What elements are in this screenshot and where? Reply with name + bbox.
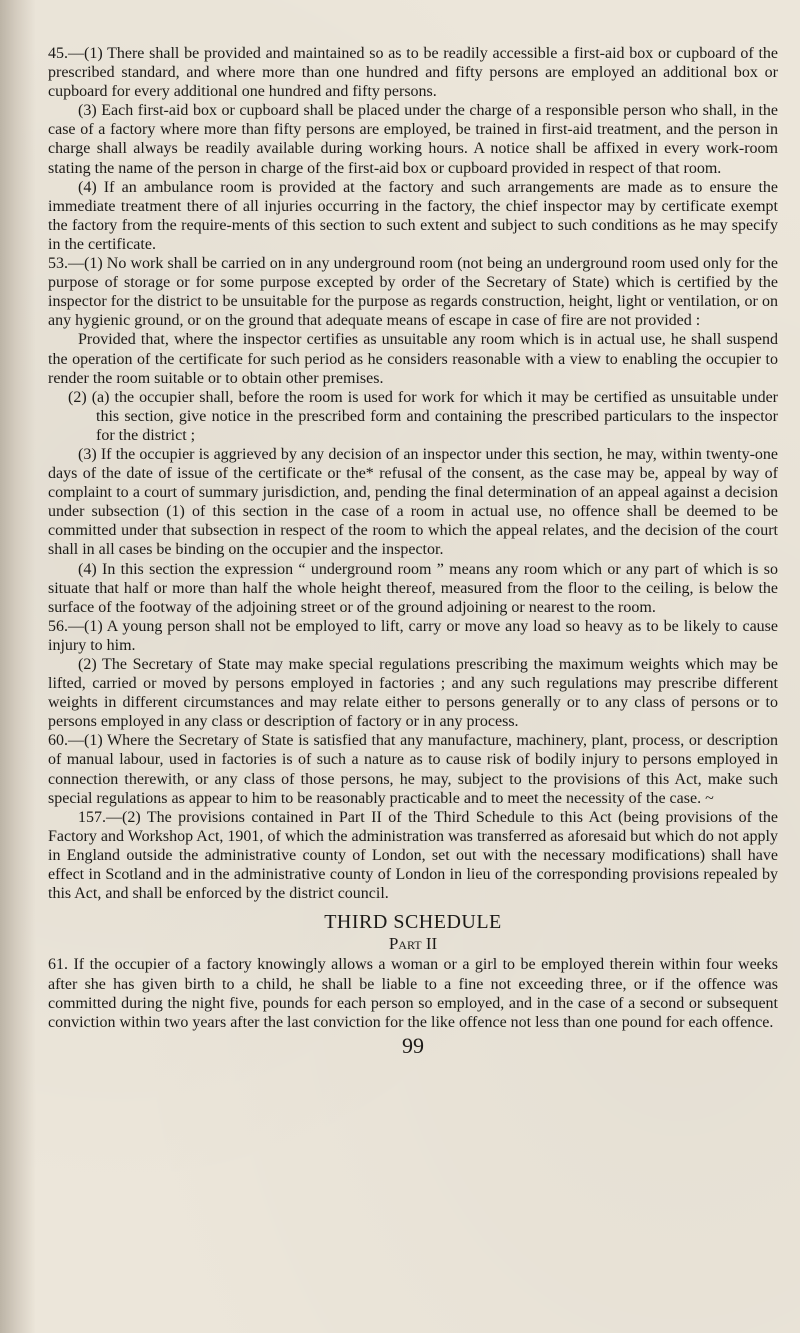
section-45-3: (3) Each first-aid box or cupboard shall be placed under the charge of a responsible person who shall, in the case of a factory where more than fifty persons are employed, be trained in first-aid treatment, and the person in charge shall always be readily available during working hours. A notice shall be affixed in every work-room stating the name of the person in charge of the first-aid box or cupboard provided in respect of that room. bbox=[48, 102, 778, 177]
section-53-2a: (2) (a) the occupier shall, before the room is used for work for which it may be certified as unsuitable under this section, give notice in the prescribed form and containing the prescribed particulars to the inspector for the district ; bbox=[68, 388, 778, 444]
part-heading: Part II bbox=[388, 934, 438, 954]
section-53-3: (3) If the occupier is aggrieved by any decision of an inspector under this section, he may, within twenty-one days of the date of issue of the certificate or the* refusal of the consent, as the case may be, appeal by way of complaint to a court of summary jurisdiction, and, pending the final determination of an appeal against a decision under subsection (1) of this section in the case of a room in actual use, no offence shall be deemed to be committed under that subsection in respect of the room to which the appeal relates, and the decision of the court shall in all cases be binding on the occupier and the inspector. bbox=[48, 445, 778, 559]
page-number: 99 bbox=[402, 1032, 424, 1058]
schedule-heading: THIRD SCHEDULE bbox=[324, 911, 502, 934]
section-53-proviso: Provided that, where the inspector certifies as unsuitable any room which is in actual use, he shall suspend the operation of the certificate for such period as he considers reasonable with a view to enabling the occupier to render the room suitable or to obtain other premises. bbox=[48, 331, 778, 387]
section-56-2: (2) The Secretary of State may make special regulations prescribing the maximum weights which may be lifted, carried or moved by persons employed in factories ; and any such regulations may prescribe different weights in different circumstances and may relate either to persons generally or to any class of persons or to persons employed in any class or description of factory or in any process. bbox=[48, 656, 778, 731]
section-45-1: 45.—(1) There shall be provided and maintained so as to be readily accessible a first-aid box or cupboard of the prescribed standard, and where more than one hundred and fifty persons are employed an additional box or cupboard for every additional one hundred and fifty persons. bbox=[48, 45, 778, 101]
section-61: 61. If the occupier of a factory knowingly allows a woman or a girl to be employed therein within four weeks after she has given birth to a child, he shall be liable to a fine not exceeding three, or if the offence was committed during the night five, pounds for each person so employed, and in the case of a second or subsequent conviction within two years after the last conviction for the like offence not less than one pound for each offence. bbox=[48, 956, 778, 1031]
section-60-1: 60.—(1) Where the Secretary of State is satisfied that any manufacture, machinery, plant, process, or description of manual labour, used in factories is of such a nature as to cause risk of bodily injury to persons employed in connection therewith, or any class of those persons, he may, subject to the provisions of this Act, make such special regulations as appear to him to be reasonably practicable and to meet the necessity of the case. ~ bbox=[48, 732, 778, 807]
page-edge-shadow bbox=[0, 0, 36, 1333]
section-53-1: 53.—(1) No work shall be carried on in any underground room (not being an underground room used only for the purpose of storage or for some purpose excepted by order of the Secretary of State) which is certified by the inspector for the district to be unsuitable for the purpose as regards construction, height, light or ventilation, or on any hygienic ground, or on the ground that adequate means of escape in case of fire are not provided : bbox=[48, 255, 778, 330]
section-157-2: 157.—(2) The provisions contained in Part II of the Third Schedule to this Act (being provisions of the Factory and Workshop Act, 1901, of which the administration was transferred as aforesaid but which do not apply in England outside the administrative county of London, set out with the necessary modifications) shall have effect in Scotland and in the administrative county of London in lieu of the corresponding provisions repealed by this Act, and shall be enforced by the district council. bbox=[48, 808, 778, 903]
document-text bbox=[48, 44, 778, 1058]
section-45-4: (4) If an ambulance room is provided at the factory and such arrangements are made as to ensure the immediate treatment there of all injuries occurring in the factory, the chief inspector may by certificate exempt the factory from the require-ments of this section to such extent and subject to such conditions as he may specify in the certificate. bbox=[48, 178, 778, 253]
section-53-4: (4) In this section the expression “ underground room ” means any room which or any part of which is so situate that half or more than half the whole height thereof, measured from the floor to the ceiling, is below the surface of the footway of the adjoining street or of the ground adjoining or nearest to the room. bbox=[48, 560, 778, 616]
section-56-1: 56.—(1) A young person shall not be employed to lift, carry or move any load so heavy as to be likely to cause injury to him. bbox=[48, 617, 778, 654]
